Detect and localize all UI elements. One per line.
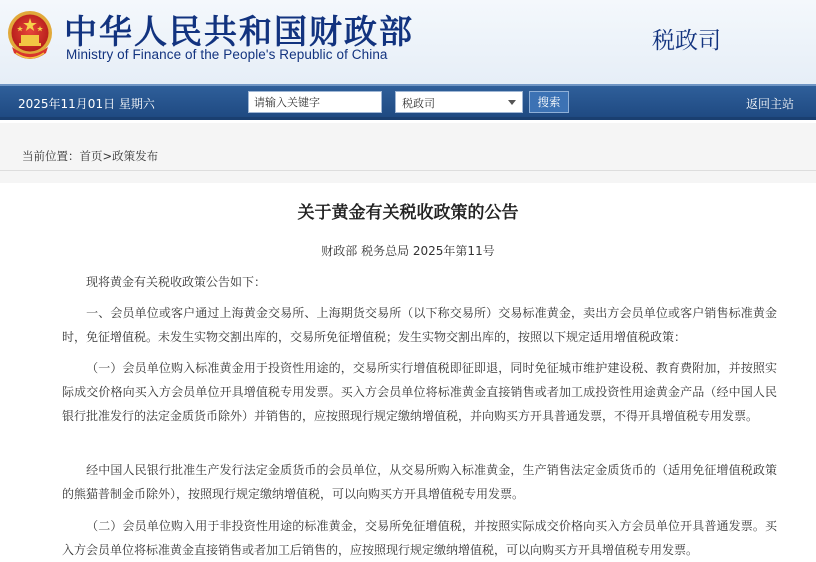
- divider: [0, 170, 816, 171]
- ministry-title-cn: 中华人民共和国财政部: [64, 12, 414, 51]
- paragraph-text: （二）会员单位购入用于非投资性用途的标准黄金，交易所免征增值税，并按照实际成交价格向买入方会员单位开具普通发票。买入方会员单位将标准黄金直接销售或者加工后销售的，应按照现行规定缴纳增值税，可以向购买方开具增值税专用发票。: [62, 519, 777, 557]
- department-name: 税政司: [652, 28, 721, 54]
- chevron-down-icon: [507, 96, 517, 108]
- national-emblem-icon: [6, 7, 54, 63]
- article-paragraph-4: [62, 514, 777, 562]
- top-nav-bar: [0, 84, 816, 120]
- paragraph-text: （一）会员单位购入标准黄金用于投资性用途的，交易所实行增值税即征即退，同时免征城市维护建设税、教育费附加，并按照实际成交价格向买入方会员单位开具增值税专用发票。买入方会员单位将标准黄金直接销售或者加工成投资性用途黄金产品（经中国人民银行批准发行的法定金质货币除外）并销售的，应按照现行规定缴纳增值税，并向购买方开具普通发票，不得开具增值税专用发票。: [62, 361, 777, 423]
- department-select[interactable]: [395, 91, 523, 113]
- article-title: 关于黄金有关税收政策的公告: [297, 203, 519, 223]
- article-paragraph-3: [62, 458, 777, 506]
- article-paragraph-1: [62, 301, 777, 349]
- breadcrumb[interactable]: 当前位置：首页>政策发布: [22, 149, 159, 163]
- current-date: 2025年11月01日 星期六: [18, 97, 155, 111]
- article-intro: 现将黄金有关税收政策公告如下：: [86, 275, 267, 289]
- search-button[interactable]: 搜索: [529, 91, 569, 113]
- article-paragraph-2: [62, 356, 777, 428]
- back-home-link[interactable]: 返回主站: [745, 97, 794, 111]
- ministry-title-en: Ministry of Finance of the People's Republic of China: [66, 47, 388, 62]
- search-input[interactable]: [248, 91, 382, 113]
- document-number: 财政部 税务总局 2025年第11号: [321, 244, 495, 258]
- paragraph-text: 经中国人民银行批准生产发行法定金质货币的会员单位，从交易所购入标准黄金，生产销售法定金质货币的（适用免征增值税政策的熊猫普制金币除外），按照现行规定缴纳增值税，可以向购买方开具增值税专用发票。: [62, 463, 777, 501]
- department-select-value: 税政司: [402, 97, 435, 110]
- site-header: [0, 0, 816, 84]
- paragraph-text: 一、会员单位或客户通过上海黄金交易所、上海期货交易所（以下称交易所）交易标准黄金，卖出方会员单位或客户销售标准黄金时，免征增值税。未发生实物交割出库的，交易所免征增值税；发生实物交割出库的，按照以下规定适用增值税政策：: [62, 306, 777, 344]
